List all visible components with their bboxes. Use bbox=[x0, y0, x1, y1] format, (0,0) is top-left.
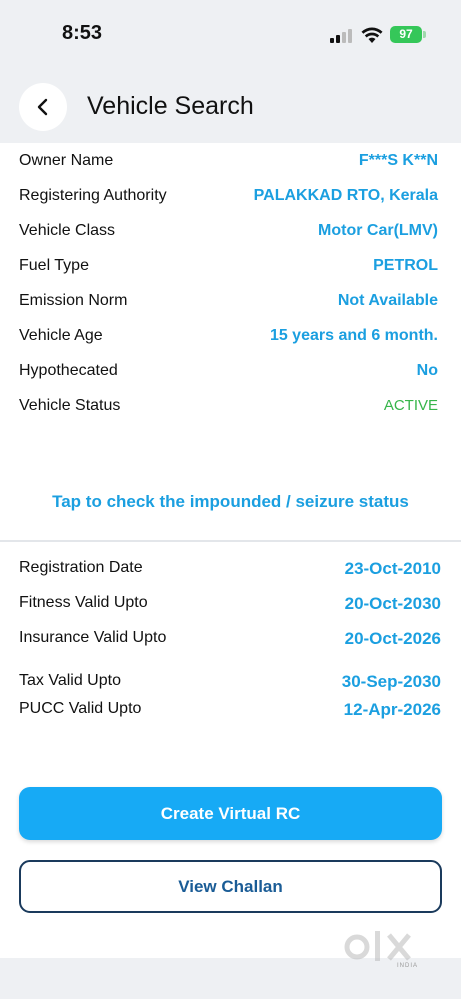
back-button[interactable] bbox=[19, 83, 67, 131]
detail-row-vehicle-status bbox=[19, 397, 438, 421]
seizure-status-link[interactable]: Tap to check the impounded / seizure status bbox=[52, 492, 409, 511]
detail-label: Hypothecated bbox=[19, 362, 118, 379]
detail-label: Vehicle Status bbox=[19, 397, 121, 414]
battery-cap bbox=[423, 31, 426, 38]
validity-value: 20-Oct-2026 bbox=[344, 629, 441, 648]
detail-label: Vehicle Class bbox=[19, 222, 116, 239]
detail-value: 15 years and 6 month. bbox=[269, 327, 438, 344]
detail-label: Fuel Type bbox=[19, 257, 89, 274]
validity-label: PUCC Valid Upto bbox=[19, 700, 142, 717]
detail-row-owner-name bbox=[19, 152, 438, 176]
validity-value: 20-Oct-2030 bbox=[344, 594, 441, 613]
validity-label: Insurance Valid Upto bbox=[19, 629, 167, 646]
detail-value: No bbox=[416, 362, 438, 379]
create-virtual-rc-button[interactable]: Create Virtual RC bbox=[19, 787, 442, 840]
view-challan-button[interactable]: View Challan bbox=[19, 860, 442, 913]
detail-value: PETROL bbox=[373, 257, 438, 274]
cellular-signal-icon bbox=[330, 29, 352, 43]
page-title: Vehicle Search bbox=[87, 92, 254, 120]
detail-row-emission-norm bbox=[19, 292, 438, 316]
status-time: 8:53 bbox=[62, 22, 103, 44]
detail-value: PALAKKAD RTO, Kerala bbox=[253, 187, 438, 204]
validity-label: Tax Valid Upto bbox=[19, 672, 121, 689]
section-divider bbox=[0, 540, 461, 542]
detail-value: F***S K**N bbox=[358, 152, 438, 169]
detail-row-fuel-type bbox=[19, 257, 438, 281]
wifi-icon bbox=[361, 26, 383, 44]
validity-row-registration-date bbox=[19, 559, 441, 583]
watermark-subtext: INDIA bbox=[397, 963, 419, 969]
validity-label: Registration Date bbox=[19, 559, 143, 576]
battery-icon: 97 bbox=[390, 26, 422, 43]
detail-label: Emission Norm bbox=[19, 292, 128, 309]
detail-label: Vehicle Age bbox=[19, 327, 103, 344]
validity-label: Fitness Valid Upto bbox=[19, 594, 148, 611]
status-badge: ACTIVE bbox=[383, 397, 438, 414]
validity-row-fitness bbox=[19, 594, 441, 618]
detail-value: Not Available bbox=[337, 292, 438, 309]
detail-label: Registering Authority bbox=[19, 187, 167, 204]
detail-row-vehicle-class bbox=[19, 222, 438, 246]
validity-row-tax bbox=[19, 672, 441, 696]
detail-row-registering-authority bbox=[19, 187, 438, 211]
validity-value: 23-Oct-2010 bbox=[344, 559, 441, 578]
detail-value: Motor Car(LMV) bbox=[318, 222, 438, 239]
detail-row-hypothecated bbox=[19, 362, 438, 386]
validity-row-insurance bbox=[19, 629, 441, 653]
validity-row-pucc bbox=[19, 700, 441, 724]
validity-value: 30-Sep-2030 bbox=[341, 672, 441, 691]
detail-label: Owner Name bbox=[19, 152, 114, 169]
validity-value: 12-Apr-2026 bbox=[343, 700, 441, 719]
chevron-left-icon bbox=[36, 98, 50, 116]
detail-row-vehicle-age bbox=[19, 327, 438, 351]
